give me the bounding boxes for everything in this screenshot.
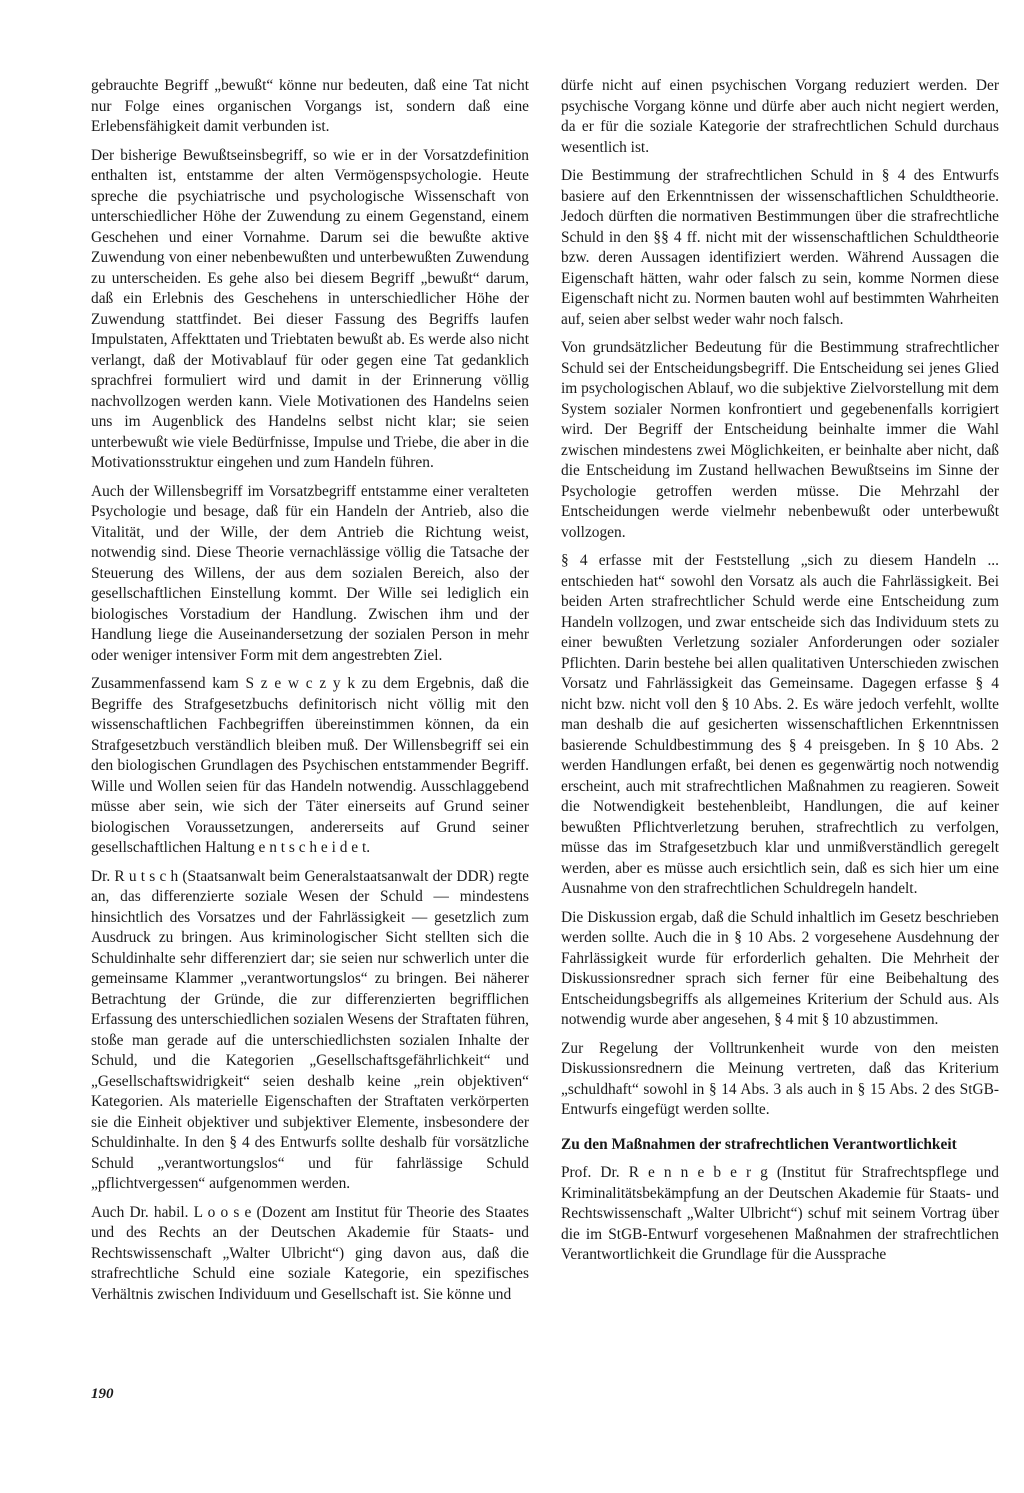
- paragraph: Zusammenfassend kam S z e w c z y k zu dem Ergebnis, daß die Begriffe des Strafgesetzbuchs definitorisch nicht völlig mit den wissenschaftlichen Fachbegriffen übereinstimmen können, da ein Strafgesetzbuch verständlich bleiben muß. Der Willensbegriff sei ein den biologischen Grundlagen des Psychischen entstammender Begriff. Wille und Wollen seien für das Handeln notwendig. Ausschlaggebend müsse aber sein, wie sich der Täter einerseits auf Grund seiner biologischen Voraussetzungen, andererseits auf Grund seiner gesellschaftlichen Haltung e n t s c h e i d e t.: [91, 675, 529, 856]
- paragraph: Dr. R u t s c h (Staatsanwalt beim Generalstaatsanwalt der DDR) regte an, das differenzierte soziale Wesen der Schuld — mindestens hinsichtlich des Vorsatzes und der Fahrlässigkeit — gesetzlich zum Ausdruck zu bringen. Aus kriminologischer Sicht stellten sich die Schuldinhalte sehr differenziert dar; sie seien nur schwerlich unter die gemeinsame Klammer „verantwortungslos“ zu bringen. Bei näherer Betrachtung der Gründe, die zur differenzierten begrifflichen Erfassung des unterschiedlichen sozialen Wesens der Straftaten führen, stoße man gerade auf die unterschiedlichsten sozialen Inhalte der Schuld, und die Kategorien „Gesellschaftsgefährlichkeit“ und „Gesellschaftswidrigkeit“ seien deshalb keine „rein objektiven“ Kategorien. Als materielle Eigenschaften der Straftaten verkörperten sie die Einheit objektiver und subjektiver Elemente, insbesondere der Schuldinhalte. In den § 4 des Entwurfs sollte deshalb für vorsätzliche Schuld „verantwortungslos“ und für fahrlässige Schuld „pflichtvergessen“ aufgenommen werden.: [91, 867, 529, 1192]
- paragraph: Auch der Willensbegriff im Vorsatzbegriff entstamme einer veralteten Psychologie und besage, daß für ein Handeln der Antrieb, also die Vitalität, und der Wille, der dem Antrieb die Richtung weist, notwendig sind. Diese Theorie vernachlässige völlig die Tatsache der Steuerung des Willens, der aus dem sozialen Bereich, also der gesellschaftlichen Einstellung kommt. Der Wille sei lediglich ein biologisches Vorstadium der Handlung. Zwischen ihm und der Handlung liege die Auseinandersetzung der sozialen Person in mehr oder weniger intensiver Form mit dem angestrebten Ziel.: [91, 482, 529, 664]
- paragraph: dürfe nicht auf einen psychischen Vorgang reduziert werden. Der psychische Vorgang könne und dürfe aber auch nicht negiert werden, da er für die soziale Kategorie der strafrechtlichen Schuld durchaus wesentlich ist.: [561, 77, 999, 156]
- paragraph: Auch Dr. habil. L o o s e (Dozent am Institut für Theorie des Staates und des Rechts an der Deutschen Akademie für Staats- und Rechtswissenschaft „Walter Ulbricht“) ging davon aus, daß die strafrechtliche Schuld eine soziale Kategorie, ein spezifisches Verhältnis zwischen Individuum und Gesellschaft ist. Sie könne und: [91, 1203, 529, 1303]
- paragraph: Von grundsätzlicher Bedeutung für die Bestimmung strafrechtlicher Schuld sei der Entscheidungsbegriff. Die Entscheidung sei jenes Glied im psychologischen Ablauf, wo die subjektive Zielvorstellung mit dem System sozialer Normen konfrontiert und gegebenenfalls korrigiert wird. Der Begriff der Entscheidung beinhalte immer die Wahl zwischen mindestens zwei Möglichkeiten, er beinhalte aber nicht, daß die Entscheidung im Zustand hellwachen Bewußtseins im Sinne der Psychologie getroffen werden müsse. Die Mehrzahl der Entscheidungen werde vielmehr nebenbewußt oder unterbewußt vollzogen.: [561, 339, 999, 541]
- page-number: 190: [91, 1386, 114, 1402]
- section-heading: Zu den Maßnahmen der strafrechtlichen Verantwortlichkeit: [561, 1135, 957, 1153]
- paragraph: § 4 erfasse mit der Feststellung „sich zu diesem Handeln ... entschieden hat“ sowohl den Vorsatz als auch die Fahrlässigkeit. Bei beiden Arten strafrechtlicher Schuld werde eine Entscheidung zum Handeln vollzogen, und zwar entscheide sich das Individuum stets zu einer bewußten Verletzung sozialer Anforderungen oder sozialer Pflichten. Darin bestehe bei allen qualitativen Unterschieden zwischen Vorsatz und Fahrlässigkeit das Gemeinsame. Dagegen erfasse § 4 nicht bzw. nicht voll den § 10 Abs. 2. Es wäre jedoch verfehlt, wollte man deshalb die auf gesicherten wissenschaftlichen Erkenntnissen basierende Schuldbestimmung des § 4 preisgeben. In § 10 Abs. 2 werden Handlungen erfaßt, bei denen es gegenwärtig noch notwendig erscheint, auch mit strafrechtlichen Maßnahmen zu reagieren. Soweit die Notwendigkeit bestehenbleibt, Handlungen, die auf keiner bewußten Pflichtverletzung beruhen, strafrechtlich zu verfolgen, müsse das im Strafgesetzbuch klar und unmißverständlich geregelt werden, aber es müsse auch ersichtlich sein, daß es sich hier um eine Ausnahme von den strafrechtlichen Schuldregeln handelt.: [561, 552, 999, 897]
- paragraph: gebrauchte Begriff „bewußt“ könne nur bedeuten, daß eine Tat nicht nur Folge eines organischen Vorgangs ist, sondern daß eine Erlebensfähigkeit damit verbunden ist.: [91, 77, 529, 135]
- paragraph: Zur Regelung der Volltrunkenheit wurde von den meisten Diskussionsrednern die Meinung vertreten, daß das Kriterium „schuldhaft“ sowohl in § 14 Abs. 3 als auch in § 15 Abs. 2 des StGB-Entwurfs eingefügt werden sollte.: [561, 1039, 999, 1118]
- right-column: [561, 76, 999, 1266]
- paragraph: Die Bestimmung der strafrechtlichen Schuld in § 4 des Entwurfs basiere auf den Erkenntnissen der wissenschaftlichen Schuldtheorie. Jedoch dürften die normativen Bestimmungen über die strafrechtliche Schuld in den §§ 4 ff. nicht mit der wissenschaftlichen Schuldtheorie bzw. deren Aussagen identifiziert werden. Während Aussagen die Eigenschaft hätten, wahr oder falsch zu sein, komme Normen diese Eigenschaft nicht zu. Normen bauten wohl auf bestimmten Wahrheiten auf, seien aber selbst weder wahr noch falsch.: [561, 167, 999, 328]
- paragraph: Die Diskussion ergab, daß die Schuld inhaltlich im Gesetz beschrieben werden sollte. Auch die in § 10 Abs. 2 vorgesehene Ausdehnung der Fahrlässigkeit wurde für erforderlich gehalten. Die Mehrheit der Diskussionsredner sprach sich ferner für eine Beibehaltung des Entscheidungsbegriffs als allgemeines Kriterium der Schuld aus. Als notwendig wurde aber angesehen, § 4 mit § 10 abzustimmen.: [561, 908, 999, 1028]
- left-column: [91, 76, 529, 1305]
- paragraph: Prof. Dr. R e n n e b e r g (Institut für Strafrechtspflege und Kriminalitätsbekämpfung an der Deutschen Akademie für Staats- und Rechtswissenschaft „Walter Ulbricht“) schuf mit seinem Vortrag über die im StGB-Entwurf vorgesehenen Maßnahmen der strafrechtlichen Verantwortlichkeit die Grundlage für die Aussprache: [561, 1164, 999, 1263]
- paragraph: Der bisherige Bewußtseinsbegriff, so wie er in der Vorsatzdefinition enthalten ist, entstamme der alten Vermögenspsychologie. Heute spreche die psychiatrische und psychologische Wissenschaft von unterschiedlicher Höhe der Zuwendung zu einem Gegenstand, einem Geschehen und einer Vornahme. Darum sei die bewußte aktive Zuwendung von einer nebenbewußten und unterbewußten Zuwendung zu unterscheiden. Es gehe also bei diesem Begriff „bewußt“ darum, daß ein Erlebnis des Geschehens in unterschiedlicher Höhe der Zuwendung stattfindet. Bei dieser Fassung des Begriffs laufen Impulstaten, Affekttaten und Triebtaten bewußt ab. Es werde also nicht verlangt, daß der Motivablauf für oder gegen eine Tat gedanklich sprachfrei formuliert wird und damit in der Erinnerung völlig nachvollzogen werden kann. Viele Motivationen des Handelns seien uns im Augenblick des Handelns selbst nicht klar; sie seien unterbewußt wie viele Bedürfnisse, Impulse und Triebe, die aber in die Motivationsstruktur eingehen und zum Handeln führen.: [91, 146, 529, 471]
